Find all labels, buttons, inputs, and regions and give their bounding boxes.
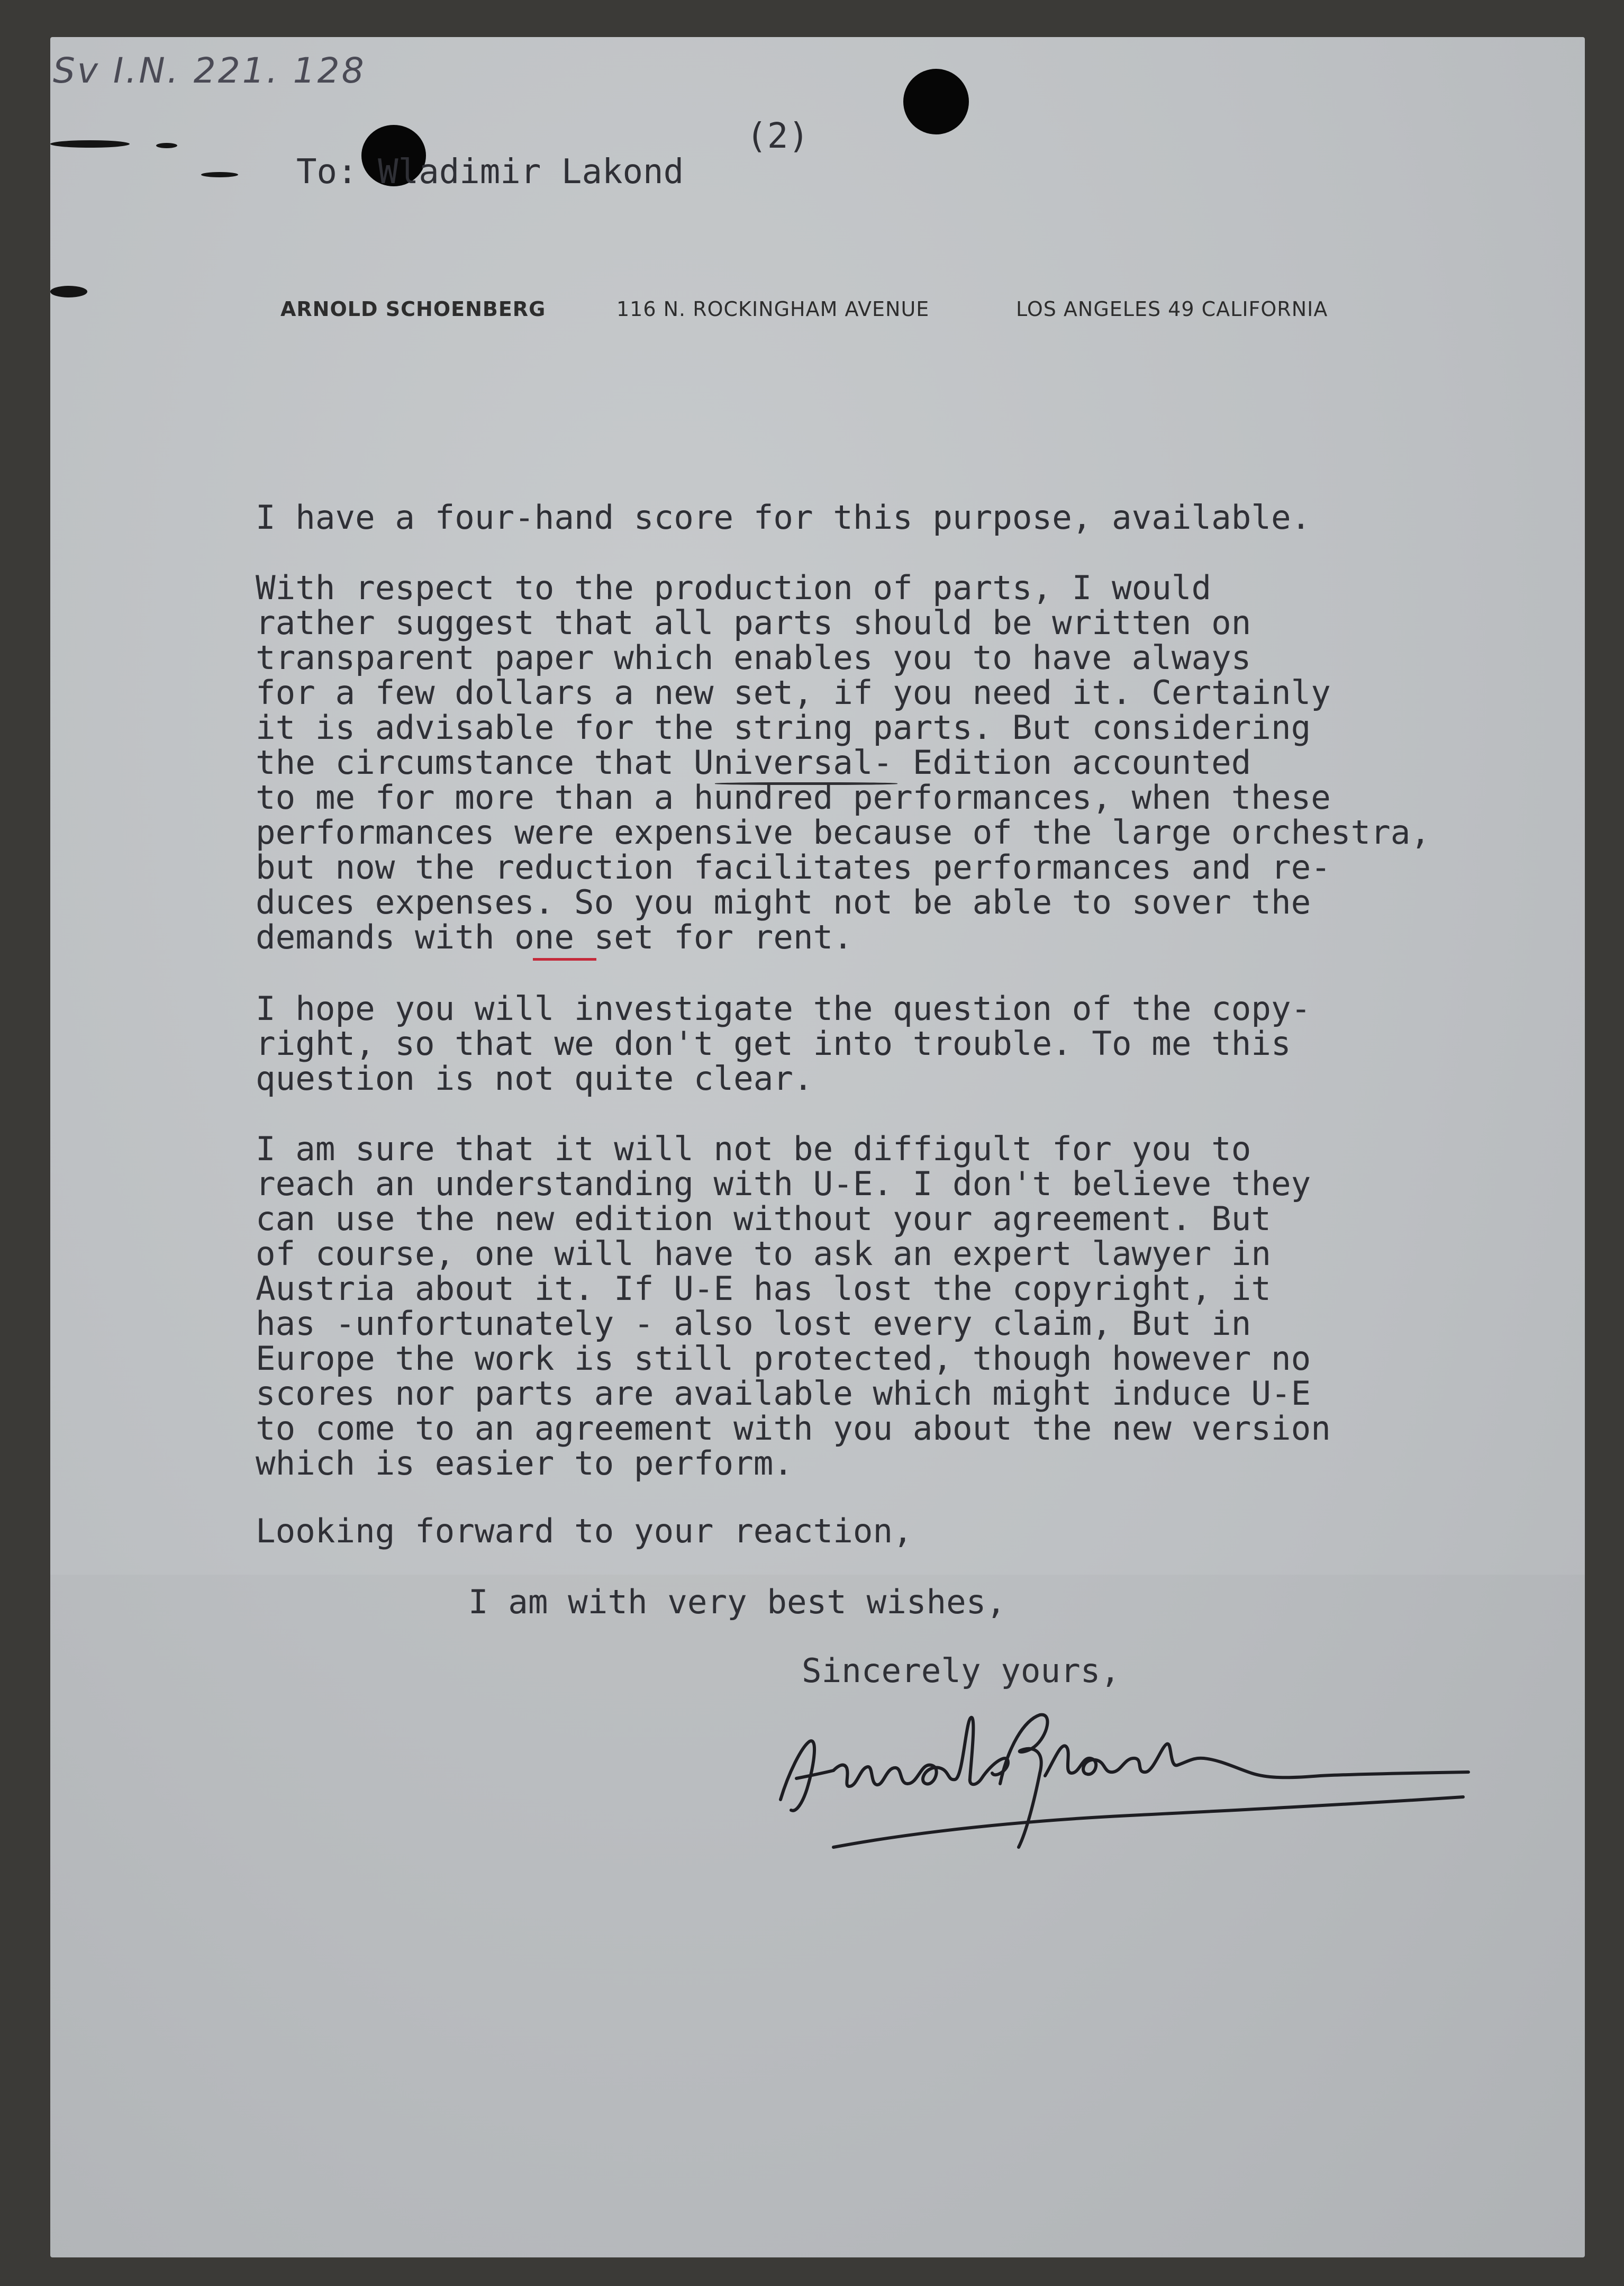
body-paragraph: I have a four-hand score for this purpose, available. bbox=[256, 498, 1311, 537]
red-pencil-underline bbox=[533, 958, 596, 961]
handwritten-signature bbox=[759, 1699, 1479, 1858]
paper-tear-mark bbox=[50, 140, 130, 148]
paper-tear-mark bbox=[201, 172, 238, 177]
page-number: (2) bbox=[746, 115, 810, 156]
letterhead-city: LOS ANGELES 49 CALIFORNIA bbox=[1016, 297, 1328, 321]
letterhead-name: ARNOLD SCHOENBERG bbox=[280, 297, 546, 321]
recipient-line: To: Wladimir Lakond bbox=[296, 152, 684, 192]
body-paragraph: I am sure that it will not be diffigult for you to reach an understanding with U-E. I don't believe they can use the new edition without your agreement. But of course, one will have to ask an expert lawyer in Austria about it. If U-E has lost the copyright, it has -unfortunately - also lost every claim, But in Europe the work is still protected, though however no scores nor parts are available which might induce U-E to come to an agreement with you about the new version which is easier to perform. bbox=[256, 1130, 1331, 1483]
paper-tear-mark bbox=[156, 143, 177, 148]
paper-tear-mark bbox=[50, 286, 87, 297]
closing-line: Sincerely yours, bbox=[802, 1651, 1121, 1690]
letterhead-address: 116 N. ROCKINGHAM AVENUE bbox=[616, 297, 930, 321]
closing-line: I am with very best wishes, bbox=[468, 1583, 1006, 1621]
ink-underline bbox=[715, 782, 897, 785]
body-paragraph: With respect to the production of parts, I would rather suggest that all parts should be written on transparent paper which enables you to have always for a few dollars a new set, if you need it. Certainly it is advisable for the string parts. But considering the circumstance that Universal- Edition accounted to me for more than a hundred performances, when these performances were expensive because of the large orchestra, but now the reduction facilitates performances and re- duces expenses. So you might not be able to sover the demands with one set for rent. bbox=[256, 568, 1431, 956]
body-paragraph: I hope you will investigate the question of the copy- right, so that we don't get into trouble. To me this question is not quite clear. bbox=[256, 989, 1311, 1098]
punch-hole bbox=[903, 69, 969, 134]
letter-sheet bbox=[50, 37, 1585, 2257]
archive-shelfmark: Sv I.N. 221. 128 bbox=[53, 50, 366, 91]
closing-line: Looking forward to your reaction, bbox=[256, 1512, 913, 1550]
